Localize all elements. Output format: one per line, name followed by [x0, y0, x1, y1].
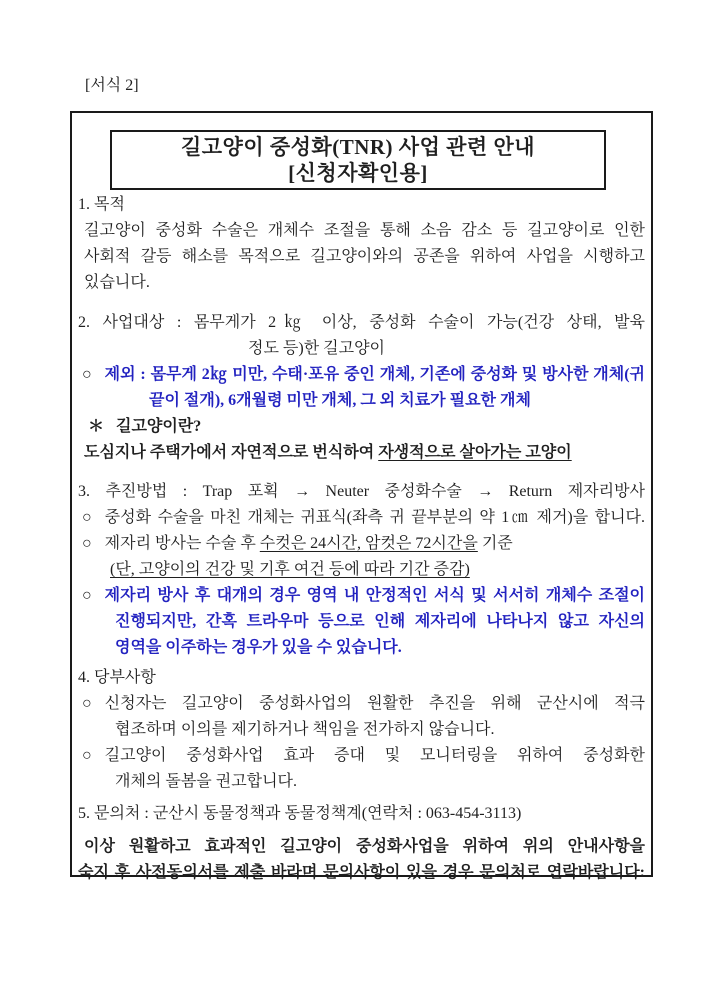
exclusion-item [78, 362, 645, 388]
circle-bullet-icon: ○ [82, 535, 92, 552]
ear-tip-text: 중성화 수술을 마친 개체는 귀표식(좌측 귀 끝부분의 약 1㎝ 제거)을 합니다. [104, 509, 645, 526]
asterisk-marker-icon: ＊ [88, 418, 105, 435]
footer-line-2: 숙지 후 사전동의서를 제출 바라며 문의사항이 있을 경우 문의처로 연락바랍니다: [78, 864, 645, 881]
stray-cat-note-underline: 자생적으로 살아가는 고양이 [378, 444, 572, 461]
stray-cat-note-heading: 길고양이란? [116, 418, 202, 435]
circle-bullet-icon: ○ [82, 366, 92, 383]
purpose-text-line-1: 길고양이 중성화 수술은 개체수 조절을 통해 소음 감소 등 길고양이로 인한 [84, 222, 645, 239]
section-3-heading: 3. 추진방법 : Trap 포획 → Neuter 중성화수술 → Return 제자리방사 [78, 483, 645, 500]
form-label: [서식 2] [85, 77, 139, 94]
document-subtitle: [신청자확인용] [288, 161, 428, 185]
release-caution-line-3: 영역을 이주하는 경우가 있을 수 있습니다. [115, 639, 402, 656]
request-2-line-2: 개체의 돌봄을 권고합니다. [115, 773, 298, 790]
request-2-item [78, 743, 645, 769]
section-2-heading-line-2: 정도 등)한 길고양이 [248, 340, 385, 357]
section-4-heading: 4. 당부사항 [78, 669, 156, 686]
release-caution-line-2: 진행되지만, 간혹 트라우마 등으로 인해 제자리에 나타나지 않고 자신의 [115, 613, 645, 630]
purpose-text-line-2: 사회적 갈등 해소를 목적으로 길고양이와의 공존을 위하여 사업을 시행하고 [84, 248, 645, 265]
footer-line-1: 이상 원활하고 효과적인 길고양이 중성화사업을 위하여 위의 안내사항을 [84, 838, 645, 855]
notice-content [72, 192, 651, 886]
purpose-text-line-3: 있습니다. [84, 274, 150, 291]
request-2-line-1: 길고양이 중성화사업 효과 증대 및 모니터링을 위하여 중성화한 [104, 747, 645, 764]
stray-cat-note-text [84, 440, 645, 466]
release-caution-item [78, 583, 645, 609]
release-time-text [105, 531, 645, 557]
stray-cat-note [78, 414, 645, 440]
section-1-heading: 1. 목적 [78, 196, 125, 213]
section-2-heading-line-1: 2. 사업대상 : 몸무게가 2㎏ 이상, 중성화 수술이 가능(건강 상태, 발육 [78, 314, 645, 331]
circle-bullet-icon: ○ [82, 747, 92, 764]
section-5-heading: 5. 문의처 : 군산시 동물정책과 동물정책계(연락처 : 063-454-3113) [78, 805, 522, 822]
release-time-underline: 수컷은 24시간, 암컷은 72시간을 [259, 535, 478, 552]
document-title: 길고양이 중성화(TNR) 사업 관련 안내 [180, 135, 536, 159]
request-1-line-2: 협조하며 이의를 제기하거나 책임을 전가하지 않습니다. [115, 721, 495, 738]
circle-bullet-icon: ○ [82, 509, 92, 526]
release-time-caveat-underline: (단, 고양이의 건강 및 기후 여건 등에 따라 기간 증감) [110, 561, 470, 578]
circle-bullet-icon: ○ [82, 695, 92, 712]
release-time-suffix: 기준 [477, 535, 513, 552]
request-1-line-1: 신청자는 길고양이 중성화사업의 원활한 추진을 위해 군산시에 적극 [104, 695, 645, 712]
release-time-caveat [110, 557, 645, 583]
ear-tip-item [78, 505, 645, 531]
circle-bullet-icon: ○ [82, 587, 92, 604]
title-box [110, 130, 606, 190]
exclusion-text-line-2: 끝이 절개), 6개월령 미만 개체, 그 외 치료가 필요한 개체 [149, 392, 531, 409]
notice-box [70, 111, 653, 881]
release-time-item [78, 531, 645, 557]
stray-cat-note-prefix: 도심지나 주택가에서 자연적으로 번식하여 [84, 444, 379, 461]
exclusion-text-line-1: 제외 : 몸무게 2㎏ 미만, 수태·포유 중인 개체, 기존에 중성화 및 방사한 개체(귀 [104, 366, 645, 383]
release-time-prefix: 제자리 방사는 수술 후 [104, 535, 260, 552]
release-caution-line-1: 제자리 방사 후 대개의 경우 영역 내 안정적인 서식 및 서서히 개체수 조절이 [104, 587, 645, 604]
request-1-item [78, 691, 645, 717]
